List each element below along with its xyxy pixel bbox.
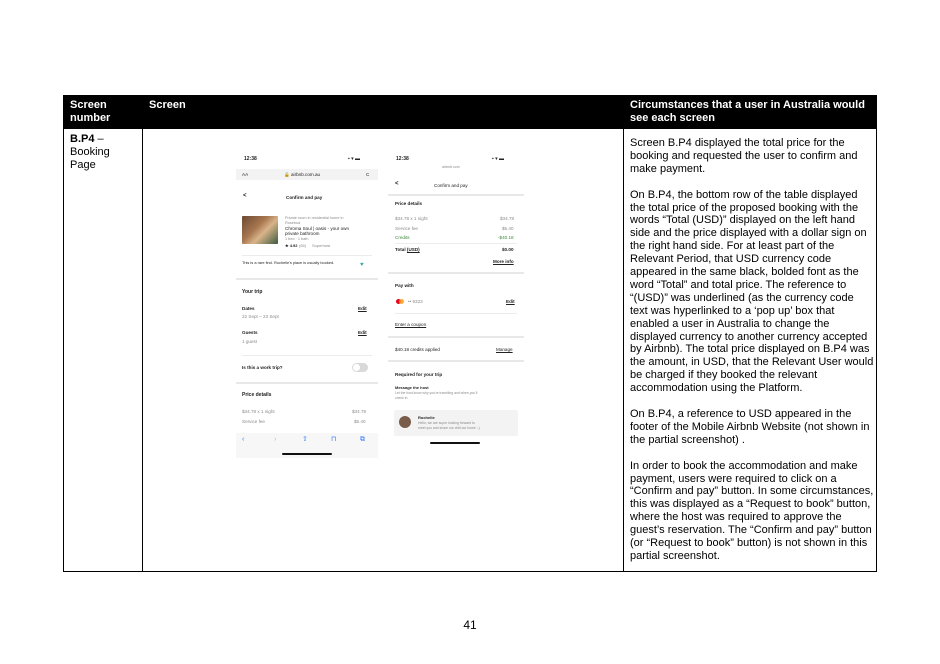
superhost-badge: Superhost — [312, 243, 331, 248]
listing-photo[interactable] — [242, 216, 278, 244]
nightly-amount: $34.78 — [352, 409, 367, 414]
heart-icon[interactable]: ♥ — [360, 262, 364, 268]
listing-location: Rosebud — [285, 221, 301, 225]
chevron-right-icon[interactable]: › — [274, 436, 277, 443]
more-info-link[interactable]: More info — [493, 259, 514, 264]
column-divider — [623, 96, 624, 571]
home-indicator — [430, 442, 480, 444]
edit-dates-link[interactable]: Edit — [358, 306, 367, 311]
chevron-left-icon[interactable]: ‹ — [242, 436, 245, 443]
circumstances-paragraph: On B.P4, the bottom row of the table displayed the total price of the proposed booking with the words “Total (USD)” displayed on the left hand side and the price displayed with a dollar sign on the right hand side. For at least part of the Relevant Period, that USD currency code appeared in the same black, bolded font as the word “Total” and total price. The reference to “(USD)” was underlined (as the currency code text was hyperlinked to a ‘pop up’ box that enabled a user in Australia to change the displayed currency to another currency accepted by Airbnb). The total price displayed on B.P4 was the amount, in USD, that the Relevant User would be charged if they booked the relevant accommodation using the Platform. — [630, 188, 874, 395]
total-label — [395, 247, 420, 253]
text-size-button[interactable]: AA — [242, 172, 249, 177]
credits-applied: $40.18 credits applied — [395, 347, 440, 352]
work-trip-label: Is this a work trip? — [242, 365, 283, 370]
currency-code-link[interactable]: (USD) — [406, 247, 420, 252]
reload-icon[interactable]: C — [366, 172, 370, 177]
screenshot-booking-page-right — [388, 152, 524, 446]
column-divider — [142, 96, 143, 571]
status-icons: ▪ ▾ ▬ — [492, 156, 505, 162]
back-icon[interactable]: < — [243, 193, 247, 199]
total-amount: $0.00 — [502, 247, 514, 252]
header-circumstances: Circumstances that a user in Australia would see each screen — [630, 99, 865, 124]
credits-amount: -$40.18 — [498, 235, 514, 240]
circumstances-paragraph: On B.P4, a reference to USD appeared in the footer of the Mobile Airbnb Website (not shown in the partial screenshot) . — [630, 408, 870, 446]
required-heading: Required for your trip — [395, 372, 443, 377]
nightly-rate: $34.78 x 1 night — [242, 409, 275, 414]
back-icon[interactable]: < — [395, 181, 399, 187]
status-time: 12:38 — [244, 156, 257, 162]
guests-value: 1 guest — [242, 339, 258, 344]
guests-label: Guests — [242, 330, 258, 335]
page-title: Confirm and pay — [434, 183, 468, 188]
lock-icon: 🔒 — [284, 172, 290, 177]
status-time: 12:38 — [396, 156, 409, 162]
host-message: Hello, we are super looking forward to — [418, 421, 475, 425]
share-icon[interactable]: ⇧ — [302, 436, 308, 443]
listing-name-2: private bathroom — [285, 231, 320, 236]
circumstances-cell — [630, 137, 874, 576]
manage-credits-link[interactable]: Manage — [496, 347, 513, 352]
page-number: 41 — [463, 618, 477, 632]
url-text[interactable]: airbnb.com.au — [291, 172, 321, 177]
listing-type: Private room in residential home in — [285, 216, 344, 220]
listing-name: Chroma Soul | oasis - your own — [285, 226, 350, 231]
card-number: •• 9323 — [408, 299, 423, 304]
screen-number-cell: B.P4 – Booking Page — [70, 133, 110, 171]
price-details-heading: Price details — [242, 392, 272, 398]
price-details-heading: Price details — [395, 201, 423, 206]
work-trip-toggle[interactable] — [352, 363, 368, 372]
host-message-2: meet you and share our chill out home :-) — [418, 426, 480, 430]
total-word: Total — [395, 247, 406, 252]
credits-label: Credits — [395, 235, 410, 240]
header-screen-number: Screen number — [70, 99, 111, 124]
rare-find-note: This is a rare find. Rochelle's place is usually booked. — [242, 260, 335, 265]
avatar — [399, 416, 411, 428]
edit-payment-link[interactable]: Edit — [506, 299, 515, 304]
page-title: Confirm and pay — [286, 195, 323, 200]
rating: ★ 4.92 — [285, 243, 298, 248]
message-host-label: Message the host — [395, 385, 429, 390]
service-fee-amount: $5.40 — [502, 226, 514, 231]
mastercard-icon — [396, 299, 404, 304]
dates-label: Dates — [242, 306, 255, 311]
service-fee-amount: $5.40 — [354, 419, 366, 424]
home-indicator — [282, 453, 332, 455]
your-trip-heading: Your trip — [242, 289, 263, 295]
screenshot-booking-page-left — [236, 152, 378, 458]
status-icons: ▪ ▾ ▬ — [348, 156, 361, 162]
url-text[interactable]: airbnb.com — [442, 165, 460, 169]
pay-with-heading: Pay with — [395, 283, 414, 288]
tabs-icon[interactable]: ⧉ — [360, 436, 365, 443]
book-icon[interactable]: ⊓ — [331, 436, 337, 443]
message-host-sub-2: check in. — [395, 396, 409, 400]
circumstances-paragraph: Screen B.P4 displayed the total price for the booking and requested the user to confirm and make payment. — [630, 137, 858, 175]
service-fee-label: Service fee — [395, 226, 418, 231]
nightly-rate: $34.78 x 1 night — [395, 216, 428, 221]
safari-toolbar — [236, 433, 378, 458]
nightly-amount: $34.78 — [500, 216, 515, 221]
header-screen: Screen — [149, 99, 186, 111]
listing-beds: 1 bed · 1 bath — [285, 237, 309, 241]
table-header — [64, 96, 876, 129]
host-name: Rochelle — [418, 415, 435, 420]
service-fee-label: Service fee — [242, 419, 265, 424]
circumstances-paragraph: In order to book the accommodation and make payment, users were required to click on a “Confirm and pay” button. In some circumstances, this was displayed as a “Request to book” button, where the host was required to approve the guest’s reservation. The “Confirm and pay” button (or “Request to book” button) is not shown in this partial screenshot. — [630, 459, 874, 562]
review-count: (65) — [299, 243, 307, 248]
dates-value: 22 Sept – 23 Sept — [242, 314, 279, 319]
edit-guests-link[interactable]: Edit — [358, 330, 367, 335]
message-host-sub: Let the host know why you're travelling and when you'll — [395, 391, 478, 395]
enter-coupon-link[interactable]: Enter a coupon — [395, 322, 427, 327]
